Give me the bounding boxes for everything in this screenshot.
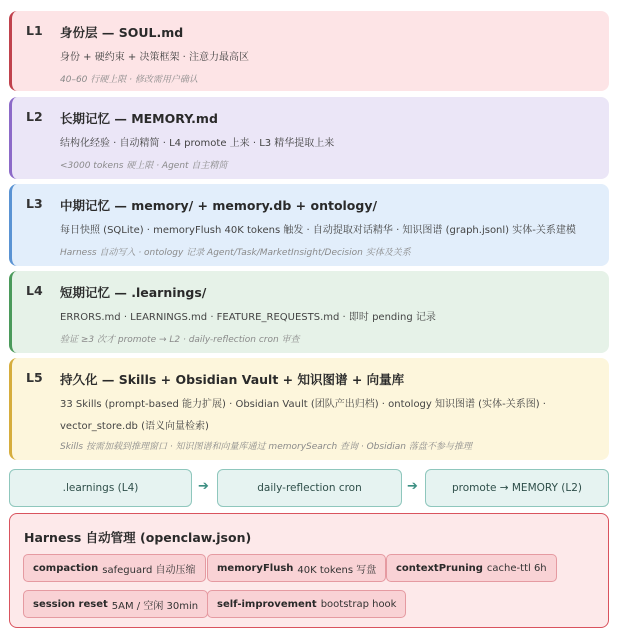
- chip-value: bootstrap hook: [320, 598, 397, 610]
- chip-key: memoryFlush: [217, 562, 294, 574]
- layer-l2-note: <3000 tokens 硬上限 · Agent 自主精简: [60, 161, 228, 171]
- chip-self-improvement: [207, 590, 406, 618]
- layer-l2-description: 结构化经验 · 自动精简 · L4 promote 上来 · L3 精华提取上来: [60, 138, 335, 149]
- layer-l4-card: [9, 271, 609, 353]
- flow-step-learnings: .learnings (L4): [9, 469, 192, 507]
- layer-l1-card: [9, 11, 609, 91]
- layer-l1-tag: L1: [26, 23, 43, 38]
- layer-l1-description: 身份 + 硬约束 + 决策框架 · 注意力最高区: [60, 52, 250, 63]
- layer-l5-card: [9, 358, 609, 460]
- layer-l3-card: [9, 184, 609, 266]
- arrow-right-icon: ➔: [198, 479, 209, 494]
- layer-l2-tag: L2: [26, 109, 43, 124]
- layer-l3-tag: L3: [26, 196, 43, 211]
- chip-compaction: [23, 554, 206, 582]
- chip-value: 40K tokens 写盘: [297, 564, 377, 576]
- chip-value: 5AM / 空闲 30min: [111, 600, 199, 612]
- layer-l5-note: Skills 按需加载到推理窗口 · 知识图谱和向量库通过 memorySearch 查询 · Obsidian 落盘不参与推理: [60, 442, 472, 452]
- layer-l2-title: 长期记忆 — MEMORY.md: [60, 111, 218, 126]
- layer-l4-note: 验证 ≥3 次才 promote → L2 · daily-reflection cron 审查: [60, 335, 300, 345]
- layer-l5-description: 33 Skills (prompt-based 能力扩展) · Obsidian Vault (团队产出归档) · ontology 知识图谱 (实体-关系图) · vector_store.db (语义向量检索): [60, 399, 546, 432]
- arrow-right-icon: ➔: [407, 479, 418, 494]
- harness-title: Harness 自动管理 (openclaw.json): [24, 530, 252, 545]
- flow-step-promote: promote → MEMORY (L2): [425, 469, 609, 507]
- flow-step-daily-reflection: daily-reflection cron: [217, 469, 402, 507]
- layer-l4-title: 短期记忆 — .learnings/: [60, 285, 207, 300]
- layer-l4-tag: L4: [26, 283, 43, 298]
- layer-l2-card: [9, 97, 609, 179]
- chip-value: safeguard 自动压缩: [102, 564, 196, 576]
- layer-l5-title: 持久化 — Skills + Obsidian Vault + 知识图谱 + 向量库: [60, 372, 405, 387]
- layer-l3-note: Harness 自动写入 · ontology 记录 Agent/Task/MarketInsight/Decision 实体及关系: [60, 248, 411, 258]
- layer-l5-tag: L5: [26, 370, 43, 385]
- layer-l4-description: ERRORS.md · LEARNINGS.md · FEATURE_REQUESTS.md · 即时 pending 记录: [60, 312, 436, 323]
- chip-memoryflush: [207, 554, 386, 582]
- chip-contextpruning: [386, 554, 557, 582]
- chip-key: session reset: [33, 598, 108, 610]
- chip-key: contextPruning: [396, 562, 483, 574]
- chip-key: self-improvement: [217, 598, 317, 610]
- chip-session-reset: [23, 590, 208, 618]
- chip-value: cache-ttl 6h: [486, 562, 547, 574]
- chip-key: compaction: [33, 562, 99, 574]
- layer-l3-title: 中期记忆 — memory/ + memory.db + ontology/: [60, 198, 378, 213]
- harness-panel: [9, 513, 609, 628]
- layer-l3-description: 每日快照 (SQLite) · memoryFlush 40K tokens 触发 · 自动提取对话精华 · 知识图谱 (graph.jsonl) 实体-关系建模: [60, 225, 576, 236]
- layer-l1-note: 40–60 行硬上限 · 修改需用户确认: [60, 75, 198, 85]
- layer-l1-title: 身份层 — SOUL.md: [60, 25, 184, 40]
